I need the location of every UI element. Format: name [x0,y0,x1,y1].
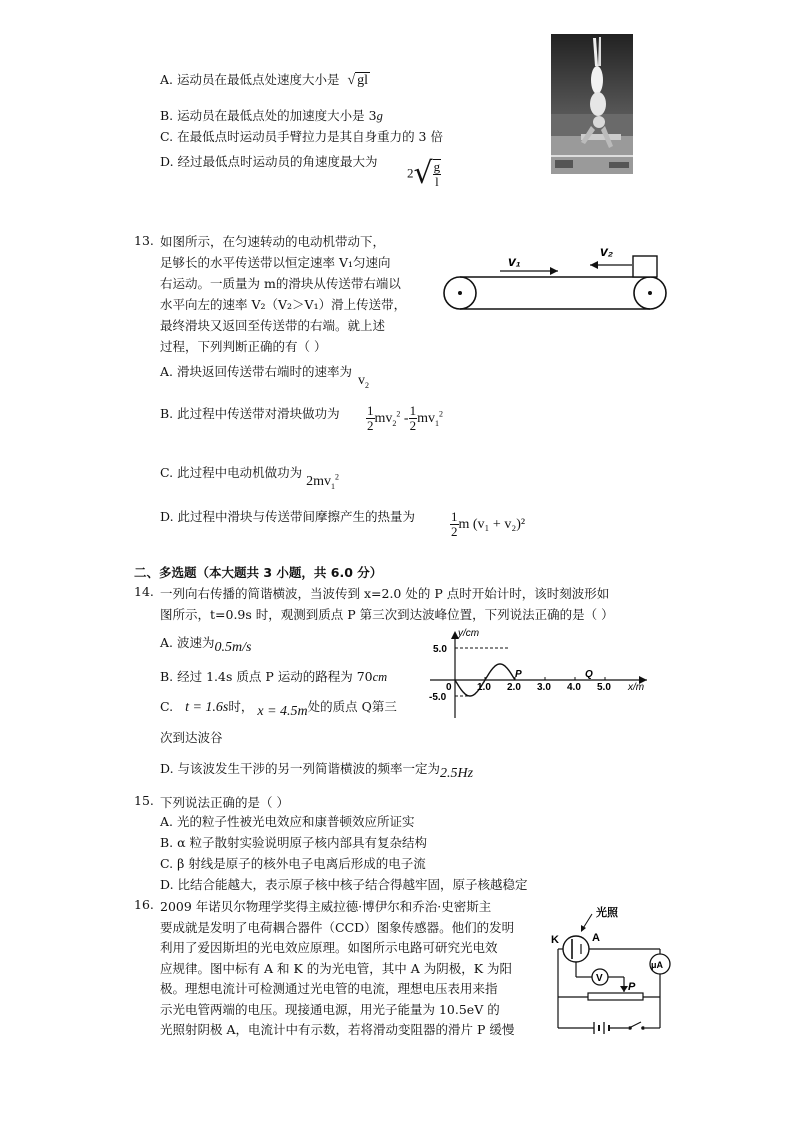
phototube [563,936,589,962]
q16-stem-line: 光照射阴极 A，电流计中有示数，若将滑动变阻器的滑片 P 缓慢 [160,1022,515,1037]
photoelectric-circuit [548,900,678,1035]
q15-option-b: B. α 粒子散射实验说明原子核内部具有复杂结构 [160,835,428,850]
section2-title: 二、多选题（本大题共 3 小题，共 6.0 分） [134,565,383,580]
q13-option-b: B. 此过程中传送带对滑块做功为 [160,406,340,421]
q12-option-d: D. 经过最低点时运动员的角速度最大为 [160,154,378,169]
q14-option-d-val: 2.5Hz [440,766,474,781]
q13-option-c-expr: $2mv_1^2$ [306,472,339,491]
q13-option-a-sub: 2 [364,380,369,390]
q15-stem: 下列说法正确的是（ ） [160,795,289,810]
q13-number: 13. [134,233,154,248]
q15-option-c: C. β 射线是原子的核外电子电离后形成的电子流 [160,856,426,871]
fig-v-label: V [596,973,603,984]
rheostat [588,993,643,1000]
q14-option-a-val: 0.5m/s [214,640,252,655]
gymnast-photo [551,34,633,174]
q14-option-c-x: x = 4.5m [257,704,308,719]
q12-option-b-text: B. 运动员在最低点处的加速度大小是 3 [160,108,377,123]
q14-option-a-text: A. 波速为 [160,635,215,650]
q13-option-b-expr: $\frac{1}{2}$ $mv_2^2$ - $\frac{1}{2}$ $mv_1^2$ [367,403,443,433]
graph-point-q: Q [585,669,593,680]
graph-xtick-label: 5.0 [597,682,611,693]
wave-graph [425,625,655,720]
q12-option-a [160,70,370,89]
fig-v2-label: v₂ [600,243,614,259]
q14-line2: 图所示，t=0.9s 时，观测到质点 P 第三次到达波峰位置，下列说法正确的是（ ） [160,607,614,622]
graph-xtick-label: 3.0 [537,682,551,693]
q16-stem-line: 利用了爱因斯坦的光电效应原理。如图所示电路可研究光电效 [160,940,498,955]
q16-stem-line: 2009 年诺贝尔物理学奖得主威拉德·博伊尔和乔治·史密斯主 [160,899,492,914]
graph-xtick-label: 1.0 [477,682,491,693]
q13-option-a [160,362,369,390]
q14-line1: 一列向右传播的简谐横波，当波传到 x=2.0 处的 P 点时开始计时，该时刻波形如 [160,586,610,601]
q16-stem-line: 应规律。图中标有 A 和 K 的为光电管，其中 A 为阴极，K 为阳 [160,960,513,976]
fig-v1-label: v₁ [508,253,521,269]
q14-option-c-mid: 时， [228,699,254,714]
q12-option-a-expr: √ gl [347,73,369,88]
q12-option-a-text: A. 运动员在最低点处速度大小是 [160,72,340,87]
q16-stem-line: 要成就是发明了电荷耦合器件（CCD）图象传感器。他们的发明 [160,919,515,935]
q13-stem [160,231,450,357]
graph-ylabel: y/cm [458,628,480,639]
fig-a-label: A [592,932,600,944]
q14-option-d-text: D. 与该波发生干涉的另一列简谐横波的频率一定为 [160,761,441,776]
graph-xtick-label: 2.0 [507,682,521,693]
q15-number: 15. [134,793,154,808]
fig-k-label: K [551,934,559,946]
q13-stem-line: 足够长的水平传送带以恒定速率 V₁匀速向 [160,255,391,270]
q14-number: 14. [134,584,154,599]
q13-option-a-expr [358,373,369,388]
q12-option-d-coef: 2 [407,165,414,181]
q16-stem-line: 示光电管两端的电压。现接通电源，用光子能量为 10.5eV 的 [160,1001,500,1017]
q13-stem-line: 最终滑块又返回至传送带的右端。就上述 [160,318,386,333]
graph-ytick-bottom: -5.0 [429,692,447,703]
graph-ytick-top: 5.0 [433,644,447,655]
q15-option-a: A. 光的粒子性被光电效应和康普顿效应所证实 [160,814,415,829]
q13-option-c-text: C. 此过程中电动机做功为 [160,465,303,480]
q14-option-c-line2: 次到达波谷 [160,730,223,745]
q14-option-c [160,697,397,719]
q13-option-a-v: v [357,373,365,388]
q13-stem-line: 右运动。一质量为 m的滑块从传送带右端以 [160,276,401,291]
q12-option-d-num: g [433,158,441,174]
q14-option-a [160,633,252,655]
q13-stem-line: 如图所示，在匀速转动的电动机带动下， [160,234,386,249]
graph-xlabel: x/m [628,682,645,693]
q13-option-c-val: 2mv [306,474,331,489]
q13-option-d: D. 此过程中滑块与传送带间摩擦产生的热量为 [160,509,416,524]
q14-option-b-text: B. 经过 1.4s 质点 P 运动的路程为 70 [160,669,373,684]
q16-number: 16. [134,897,154,912]
q12-option-b [160,106,383,124]
q12-option-d-frac [433,159,442,189]
q14-option-d [160,759,474,781]
graph-point-p: P [515,669,522,680]
q14-option-c-t: t = 1.6s [185,700,229,715]
graph-xtick-label: 4.0 [567,682,581,693]
q13-option-c [160,463,339,491]
q16-stem-line: 极。理想电流计可检测通过光电管的电流，理想电压表用来指 [160,981,498,996]
fig-p-label: P [628,981,636,993]
conveyor-figure [440,240,670,315]
q13-option-a-text: A. 滑块返回传送带右端时的速率为 [160,364,352,379]
q14-option-c-label: C. [160,699,174,714]
q12-option-d-den: l [435,173,439,189]
slider-block [633,256,657,277]
q12-option-b-var: g [376,109,383,123]
q12-option-a-radicand: gl [357,73,369,88]
graph-origin: 0 [446,682,452,693]
fig-ua-label: μA [651,960,664,970]
q14-option-b-unit: cm [372,670,388,684]
q14-option-b [160,667,387,685]
q14-option-c-tail: 处的质点 Q第三 [307,699,397,714]
q12-option-d-expr: 2√ $\frac{g}{l}$ [407,156,441,191]
q13-option-d-val: m (v₁ + v₂)² [458,517,526,532]
q15-option-d: D. 比结合能越大，表示原子核中核子结合得越牢固，原子核越稳定 [160,877,528,892]
q12-option-c: C. 在最低点时运动员手臂拉力是其自身重力的 3 倍 [160,129,443,144]
fig-light-label: 光照 [596,907,618,919]
q13-stem-line: 过程，下列判断正确的有（ ） [160,339,327,354]
q13-option-d-expr: $\frac{1}{2}$ m (v₁ + v₂)² [451,509,526,539]
q13-stem-line: 水平向左的速率 V₂（V₂＞V₁）滑上传送带， [160,297,407,312]
q16-stem [160,897,514,1041]
